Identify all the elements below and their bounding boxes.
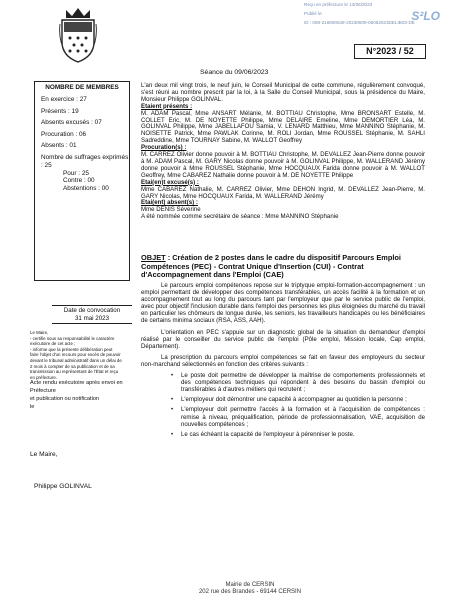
legal-line: Le Maire, xyxy=(30,330,49,335)
stamp-line: Reçu en préfecture le 13/06/2023 xyxy=(304,2,373,7)
signer-name: Philippe GOLINVAL xyxy=(34,483,92,490)
convocation-date-block xyxy=(52,304,132,325)
proxy-label: Procuration(s) : xyxy=(141,144,187,152)
proxy-list: M. CARREZ Olivier donne pouvoir à M. BOTTIAU Christophe, M. DEVALLEZ Jean-Pierre donne pouvoir à M. ADAM Pascal, M. GARY Nicolas donne pouvoir à M. GOLINVAL Philippe, M. WALLERAND Jérémy donne pouvoir à Mme ROUSSEL Stéphanie, Mme HOCQUAUX Farida donne pouvoir à M. WALLOT Geoffrey, Mme CABAREZ Nathalie donne pouvoir à M. DE NOYETTE Philippe xyxy=(141,151,425,179)
object-label: OBJET xyxy=(141,253,166,262)
body-paragraph: La prescription du parcours emploi compétences se fait en faveur des employeurs du secteur non-marchand sélectionnés en fonction des critères suivants : xyxy=(141,353,425,368)
mayor-label: Le Maire, xyxy=(30,451,58,458)
convocation-date: 31 mai 2023 xyxy=(74,314,110,322)
transmission-line: le xyxy=(30,404,35,410)
vote-row: Pour : 25 xyxy=(63,169,89,177)
deliberation-body xyxy=(141,282,425,441)
criteria-list xyxy=(141,372,425,438)
transmission-line: et publication ou notification xyxy=(30,396,100,402)
criteria-item: • L'employeur doit démontrer une capacité à accompagner au quotidien la personne ; xyxy=(181,396,425,403)
object-title xyxy=(141,254,425,280)
page-footer xyxy=(170,582,330,596)
secretary-line: A été nommée comme secrétaire de séance : Mme MANNINO Stéphanie xyxy=(141,213,339,221)
members-header: NOMBRE DE MEMBRES xyxy=(45,84,119,91)
members-row: Procuration : 06 xyxy=(41,130,87,138)
criteria-item: • Le poste doit permettre de développer la maîtrise de comportements professionnels et des compétences techniques qui répondent à des besoins du bassin d'emploi ou transférables à d'autres métiers qui recrutent ; xyxy=(181,372,425,393)
vote-title: Nombre de suffrages exprimés : 25 xyxy=(41,153,129,169)
intro-paragraph: L'an deux mil vingt trois, le neuf juin, le Conseil Municipal de cette commune, régulièrement convoqué, s'est réuni au nombre prescrit par la loi, à la Salle du Conseil Municipal, sous la présidence du Maire, Monsieur Philippe GOLINVAL. xyxy=(141,82,425,103)
members-row: Absents excusés : 07 xyxy=(41,119,102,126)
excused-list: Mme CABAREZ Nathalie, M. CARREZ Olivier, Mme DEHON Ingrid, M. DEVALLEZ Jean-Pierre, M. GARY Nicolas, Mme HOCQUAUX Farida, M. WALLERAND Jérémy xyxy=(141,185,425,200)
excused-label: Etai(en)t excusé(s) : xyxy=(141,178,199,186)
criteria-item: • L'employeur doit permettre l'accès à la formation et à l'acquisition de compétences : remise à niveau, préqualification, période de professionnalisation, VAE, acquisition de nouvelles compétences ; xyxy=(181,406,425,427)
document-number: N°2023 / 52 xyxy=(354,44,426,59)
footer-line: Mairie de CERSIN xyxy=(225,582,275,588)
members-row: En exercice : 27 xyxy=(41,96,87,103)
slo-logo: S²LO xyxy=(411,9,440,23)
city-crest-icon xyxy=(58,6,98,64)
legal-line: - informe que la présente délibération peut faire l'objet d'un recours pour excès de pouvoir devant le tribunal administratif dans un délai de 2 mois à compter de sa publication et de sa transmission au représentant de l'État et reçu en préfecture. xyxy=(30,346,122,380)
prefecture-stamp xyxy=(290,2,448,42)
vote-row: Contre : 00 xyxy=(63,177,95,184)
absent-label: Etai(ent) absent(s) : xyxy=(141,199,198,207)
object-text: : Création de 2 postes dans le cadre du dispositif Parcours Emploi Compétences (PEC) - Contrat Unique d'Insertion (CUI) - Contrat d'Accompagnement dans l'Emploi (CAE) xyxy=(141,253,401,280)
absent-list: Mme DENIS Séverine xyxy=(141,206,201,214)
members-row: Présents : 19 xyxy=(41,107,79,115)
body-paragraph: Le parcours emploi compétences repose sur le triptyque emploi-formation-accompagnement : un emploi permettant de développer des compétences transférables, un accès facilité à la formation et un accompagnement tout au long du parcours tant par l'employeur que par le service public de l'emploi, avec pour objectif l'inclusion durable dans l'emploi des personnes les plus éloignées du marché du travail en particulier les chômeurs de longue durée, les seniors, les travailleurs handicapés ou les bénéficiaires de certains minima sociaux (RSA, ASS, AAH). xyxy=(141,282,425,325)
legal-notice xyxy=(30,330,122,380)
present-label: Etaient présents : xyxy=(141,102,193,110)
stamp-line: ID : 069-216900548-20230609-06062023DELIB03-DE xyxy=(304,20,415,25)
vote-row: Abstentions : 00 xyxy=(63,184,109,192)
attendance-section xyxy=(141,83,425,221)
transmission-block xyxy=(30,379,126,411)
transmission-line: Acte rendu exécutoire après envoi en Préfecture xyxy=(30,380,123,394)
members-row: Absents : 01 xyxy=(41,142,77,149)
convocation-label: Date de convocation xyxy=(63,307,121,314)
seance-date: Séance du 09/06/2023 xyxy=(200,69,269,76)
legal-line: - certifie sous sa responsabilité le caractère exécutoire de cet acte ; xyxy=(30,335,115,347)
criteria-item: • Le cas échéant la capacité de l'employeur à pérenniser le poste. xyxy=(181,431,425,438)
stamp-line: Publié le xyxy=(304,11,322,16)
body-paragraph: L'orientation en PEC s'appuie sur un diagnostic global de la situation du demandeur d'emploi réalisé par le conseiller du service public de l'emploi (Pôle emploi, Mission locale, Cap emploi, Département). xyxy=(141,328,425,350)
footer-line: 202 rue des Brandes - 69144 CERSIN xyxy=(198,589,302,595)
members-box xyxy=(34,81,130,281)
present-list: M. ADAM Pascal, Mme ANSART Mélanie, M. BOTTIAU Christophe, Mme BRONSART Estelle, M. COLLET Eric, M. DE NOYETTE Philippe, Mme DELAIRE Emeline, Mme DEMORTIER Léa, M. GOLINVAL Philippe, Mme JABELLAFOU Samia, V. LENARD Matthieu, Mme MANNINO Stéphanie, M. NOISETTE Patrick, Mme PAWLAK Corinne, M. ROLI Jordan, Mme ROUSSEL Stéphanie, M. SAHLI Sadreddine, Mme TOURNAY Sabine, M. WALLOT Geoffrey xyxy=(141,109,425,145)
